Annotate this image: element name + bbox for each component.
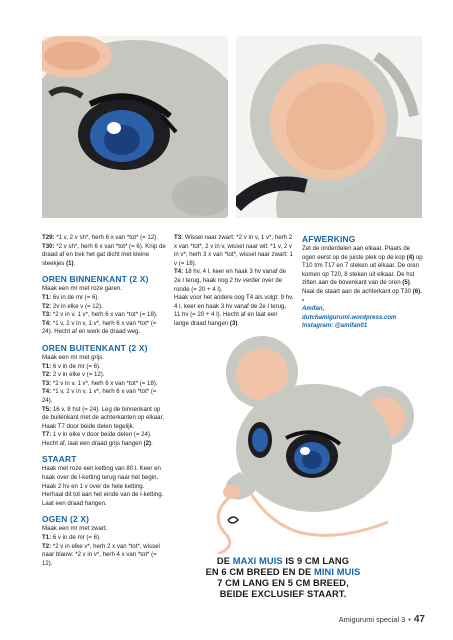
eyes-round-3: T3: Wissel naar zwart: *2 v in v, 1 v*, herh 2 x van *tot*, 2 v in v, wissel naar wit: *1 v, 2 v in v*, herh 3 x van *tot*, wissel naar zwart: 1 v (= 18). <box>174 234 293 267</box>
finishing-text: Zet de onderdelen aan elkaar. Plaats de ogen eerst op de juiste plek op de kop (4) op T10 t/m T17 en 7 steken uit elkaar. De oren komen op T20, 8 steken uit elkaar. De hst zitten aan de bovenkant van de oren (5). Naai de staart aan de achterkant op T30 (6). • <box>302 245 423 304</box>
round-30: T30: *2 v sh*, herh 6 x van *tot* (= 6). Knip de draad af en trek het gat dicht met kleine steekjes (1). <box>42 242 166 267</box>
heading-outer-ears: OREN BUITENKANT (2 X) <box>42 342 148 353</box>
photo-mouse-eye-closeup <box>42 36 228 218</box>
size-caption <box>172 556 394 600</box>
eyes-round-4-other: Haak voor het andere oog T4 als volgt: 9 hv, 4 l, keer en haak 3 hv vanaf de 2e l terug, 11 hv (= 20 + 4 l). Hecht af en laat een lange draad hangen (3). <box>174 294 294 327</box>
eyes-intro: Maak een mr met zwart. <box>42 525 108 533</box>
caption-line-1: DE MAXI MUIS IS 9 CM LANG <box>216 556 350 566</box>
round-29: T29: *1 v, 2 v sh*, herh 6 x van *tot* (= 12). <box>42 234 158 241</box>
heading-tail: STAART <box>42 454 77 465</box>
outer-round-5: T5: 16 v, 8 hst (= 24). Leg de binnenkant op de buitenkant met de achterkanten op elkaar. Haak T7 door beide delen tegelijk. <box>42 405 164 430</box>
signature-instagram: Instagram: @amifan01 <box>302 322 368 330</box>
text-column-1 <box>42 234 166 568</box>
inner-round-2: T2: 2v in elke v (= 12). <box>42 302 103 310</box>
outer-round-3: T3: *2 v in v, 1 v*, herh 6 x van *tot* (= 18). <box>42 379 158 387</box>
outer-round-7: T7: 1 v in elke v door beide delen (= 24). Hecht af, laat een draad grijs hangen (2). <box>42 431 153 447</box>
heading-eyes: OGEN (2 X) <box>42 514 90 525</box>
footer-bullet: • <box>408 615 411 624</box>
signature-name: Amifan, <box>302 305 325 313</box>
eyes-round-2: T2: *2 v in elke v*, herh 2 x van *tot*, wissel naar blauw: *2 v in v*, herh 4 x van *tot* (= 12). <box>42 542 160 567</box>
eyes-round-4: T4: 18 hv, 4 l, keer en haak 3 hv vanaf de 2e l terug, haak nog 2 hv verder over de ronde (= 20 + 4 l). <box>174 268 287 293</box>
inner-round-1: T1: 6v in de mr (= 6). <box>42 293 100 301</box>
text-column-2 <box>174 234 294 329</box>
photo-crochet-mouse <box>188 332 428 554</box>
inner-round-3: T3: *2 v in v, 1 v*, herh 6 x van *tot* (= 18). <box>42 311 158 319</box>
caption-line-4: BEIDE EXCLUSIEF STAART. <box>219 589 347 599</box>
outer-ears-intro: Maak een mr met grijs. <box>42 353 104 361</box>
heading-inner-ears: OREN BINNENKANT (2 X) <box>42 274 149 285</box>
caption-line-2: EN 6 CM BREED EN DE MINI MUIS <box>205 567 361 577</box>
page-footer <box>339 614 425 625</box>
photo-mouse-ear-closeup <box>236 36 422 218</box>
end-bullet: • <box>302 296 305 304</box>
outer-round-1: T1: 6 v in de mr (= 6). <box>42 362 101 370</box>
text-column-3 <box>302 234 424 331</box>
eyes-round-1: T1: 6 v in de mr (= 6). <box>42 534 101 542</box>
signature-website: dutchamigurumi.wordpress.com <box>302 313 397 321</box>
outer-round-2: T2: 2 v in elke v (= 12). <box>42 371 105 379</box>
inner-round-4: T4: *1 v, 2 v in v, 1 v*, herh 6 x van *tot* (= 24). Hecht af en werk de draad weg. <box>42 319 157 336</box>
heading-finishing: AFWERKING <box>302 234 356 244</box>
magazine-name: Amigurumi special 3 <box>338 615 406 624</box>
inner-ears-intro: Maak een mr met roze garen. <box>42 285 122 293</box>
tail-instructions: Haak met roze een ketting van 80 l. Keer en haak over de l-ketting terug naar het begin. Haak 2 hv en 1 v over de hele ketting. Herhaal dit tot aan het einde van de l-ketting. Laat een draad hangen. <box>42 465 164 507</box>
caption-line-3: 7 CM LANG EN 5 CM BREED, <box>217 578 349 588</box>
page-number: 47 <box>413 614 425 625</box>
outer-round-4: T4: *1 v, 2 v in v, 1 v*, herh 6 x van *tot* (= 24). <box>42 388 157 404</box>
